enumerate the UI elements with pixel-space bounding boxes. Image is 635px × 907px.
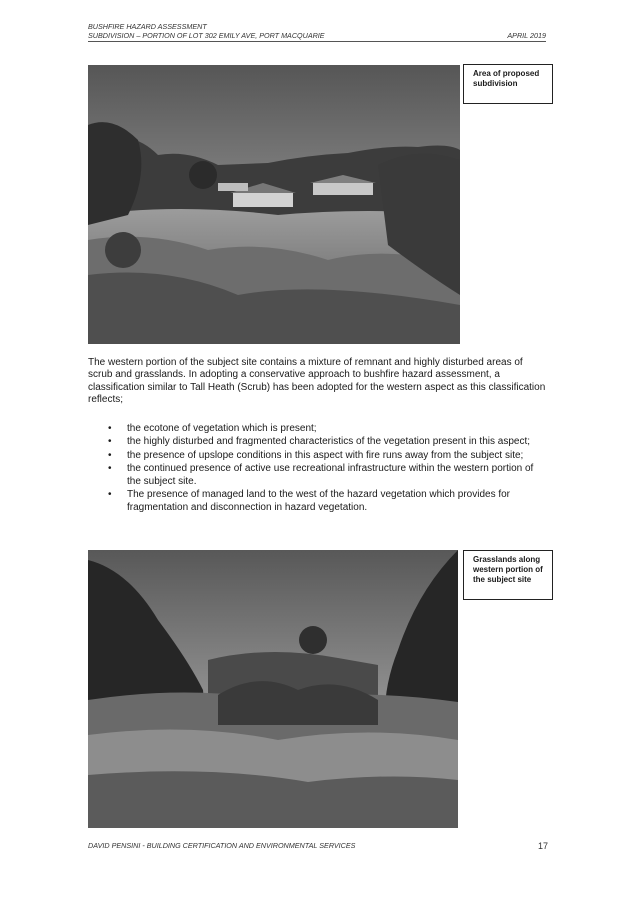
list-item: • The presence of managed land to the west of the hazard vegetation which provides for fragmentation and disconnection in hazard vegetation. [108, 489, 511, 513]
bullet-glyph: • [108, 436, 112, 448]
header-subtitle: SUBDIVISION – PORTION OF LOT 302 EMILY AVE, PORT MACQUARIE [88, 31, 325, 40]
header-subtitle-row [88, 31, 546, 42]
footer-text: DAVID PENSINI - BUILDING CERTIFICATION AND ENVIRONMENTAL SERVICES [88, 841, 356, 850]
photo-proposed-subdivision [88, 65, 460, 344]
header-date: APRIL 2019 [507, 31, 546, 40]
photo-western-grasslands [88, 550, 458, 828]
bullet-glyph: • [108, 489, 112, 501]
page-footer [88, 841, 548, 851]
header-title: BUSHFIRE HAZARD ASSESSMENT [88, 22, 207, 31]
list-item: • the ecotone of vegetation which is present; [108, 423, 317, 434]
page-header [88, 22, 546, 42]
body-paragraph: The western portion of the subject site contains a mixture of remnant and highly disturbed areas of scrub and grasslands. In adopting a conservative approach to bushfire hazard assessment, a classification similar to Tall Heath (Scrub) has been adopted for the western aspect as this classification reflects; [88, 357, 546, 405]
list-item: • the highly disturbed and fragmented characteristics of the vegetation present in this aspect; [108, 436, 531, 448]
list-item: • the presence of upslope conditions in this aspect with fire runs away from the subject site; [108, 449, 524, 461]
caption-proposed-subdivision: Area of proposed subdivision [463, 64, 553, 104]
page-number: 17 [537, 841, 548, 851]
bullet-glyph: • [108, 449, 112, 461]
list-item: • the continued presence of active use recreational infrastructure within the western portion of the subject site. [108, 463, 534, 487]
bullet-list [108, 423, 548, 515]
bullet-glyph: • [108, 423, 112, 434]
caption-western-grasslands: Grasslands along western portion of the subject site [463, 550, 553, 600]
bullet-glyph: • [108, 463, 112, 475]
